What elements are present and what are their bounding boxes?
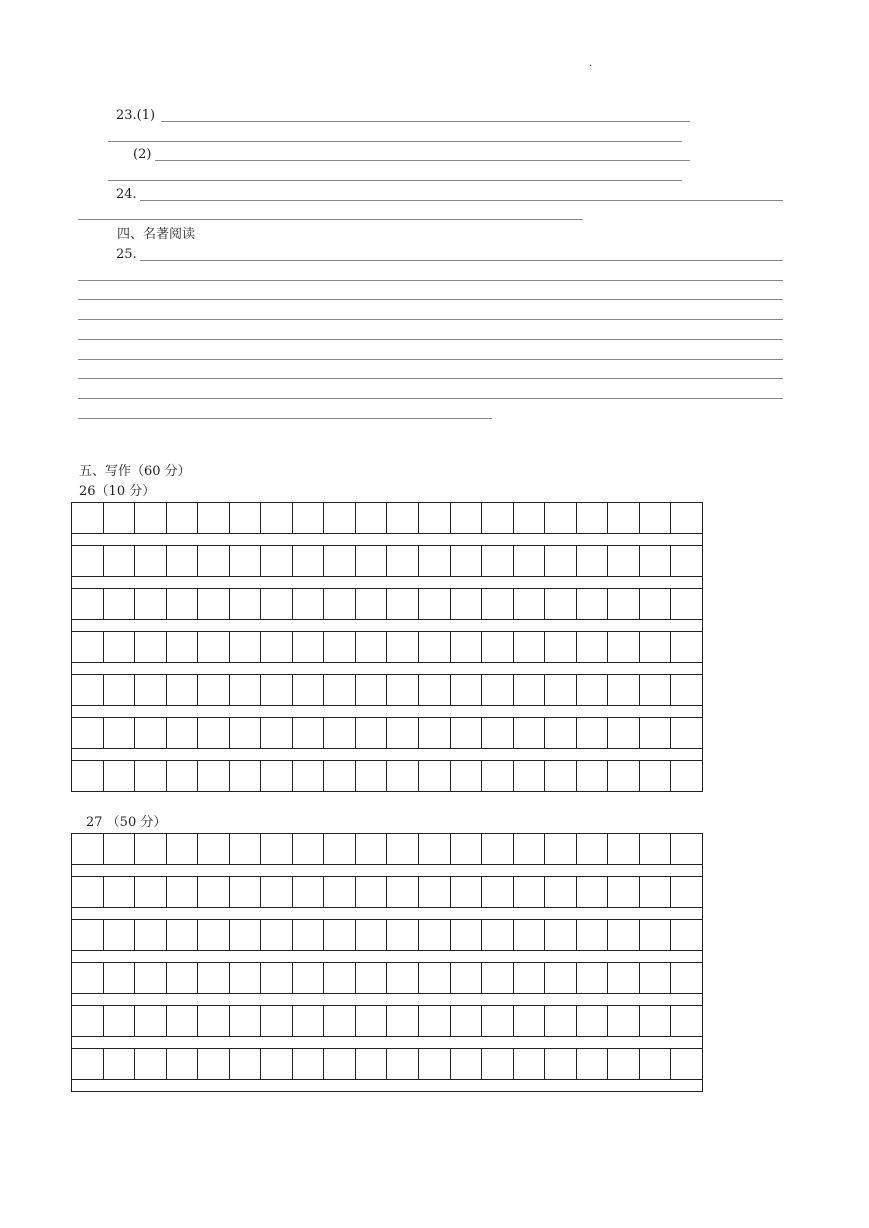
answer-line-25-5[interactable] [78, 339, 783, 340]
grid-cell[interactable] [72, 920, 104, 951]
grid-row-gap [72, 749, 703, 761]
grid-cell[interactable] [356, 503, 388, 534]
grid-cell[interactable] [451, 675, 483, 706]
grid-cell[interactable] [356, 589, 388, 620]
grid-cell[interactable] [577, 761, 609, 792]
grid-cell[interactable] [324, 589, 356, 620]
grid-cell[interactable] [482, 1049, 514, 1080]
grid-cell[interactable] [419, 1006, 451, 1037]
grid-cell[interactable] [419, 877, 451, 908]
grid-cell[interactable] [608, 1006, 640, 1037]
grid-cell[interactable] [640, 761, 672, 792]
grid-cell[interactable] [72, 761, 104, 792]
answer-line-23-2a[interactable] [155, 160, 690, 161]
grid-cell[interactable] [419, 632, 451, 663]
grid-cell[interactable] [671, 1049, 703, 1080]
grid-cell[interactable] [671, 718, 703, 749]
grid-cell[interactable] [135, 834, 167, 865]
grid-cell[interactable] [261, 503, 293, 534]
grid-cell[interactable] [577, 503, 609, 534]
grid-cell[interactable] [545, 1006, 577, 1037]
grid-cell[interactable] [514, 834, 546, 865]
grid-cell[interactable] [387, 589, 419, 620]
grid-cell[interactable] [167, 1049, 199, 1080]
grid-cell[interactable] [104, 675, 136, 706]
grid-cell[interactable] [640, 877, 672, 908]
grid-cell[interactable] [198, 963, 230, 994]
grid-cell[interactable] [261, 589, 293, 620]
grid-cell[interactable] [451, 761, 483, 792]
grid-cell[interactable] [135, 718, 167, 749]
grid-cell[interactable] [482, 503, 514, 534]
grid-cell[interactable] [640, 503, 672, 534]
grid-cell[interactable] [514, 675, 546, 706]
grid-cell[interactable] [293, 963, 325, 994]
grid-cell[interactable] [577, 920, 609, 951]
grid-row-gap [72, 706, 703, 718]
grid-cell[interactable] [387, 963, 419, 994]
grid-cell[interactable] [230, 546, 262, 577]
grid-cell[interactable] [324, 632, 356, 663]
question-27-label: 27 （50 分） [86, 815, 167, 830]
grid-cell[interactable] [640, 632, 672, 663]
grid-cell[interactable] [577, 632, 609, 663]
grid-cell[interactable] [230, 1049, 262, 1080]
grid-cell[interactable] [482, 632, 514, 663]
grid-cell[interactable] [577, 546, 609, 577]
grid-cell[interactable] [356, 834, 388, 865]
grid-cell[interactable] [324, 503, 356, 534]
grid-cell[interactable] [198, 632, 230, 663]
grid-cell[interactable] [72, 963, 104, 994]
grid-cell[interactable] [167, 761, 199, 792]
grid-cell[interactable] [261, 632, 293, 663]
grid-cell[interactable] [135, 632, 167, 663]
answer-line-25-4[interactable] [78, 319, 783, 320]
grid-cell[interactable] [577, 877, 609, 908]
answer-line-23-1a[interactable] [161, 121, 690, 122]
grid-cell[interactable] [167, 546, 199, 577]
grid-cell[interactable] [293, 920, 325, 951]
grid-cell[interactable] [356, 920, 388, 951]
grid-cell[interactable] [324, 1006, 356, 1037]
grid-cell[interactable] [104, 632, 136, 663]
grid-cell[interactable] [135, 920, 167, 951]
grid-cell[interactable] [419, 503, 451, 534]
question-23-2-label: (2) [133, 147, 152, 162]
grid-cell[interactable] [640, 963, 672, 994]
grid-row-gap [72, 1080, 703, 1092]
grid-cell[interactable] [198, 834, 230, 865]
grid-cell[interactable] [167, 718, 199, 749]
grid-cell[interactable] [640, 589, 672, 620]
grid-cell[interactable] [451, 920, 483, 951]
grid-cell[interactable] [482, 963, 514, 994]
grid-cell[interactable] [230, 632, 262, 663]
section-5-title: 五、写作（60 分） [79, 464, 191, 479]
grid-cell[interactable] [482, 834, 514, 865]
grid-cell[interactable] [387, 877, 419, 908]
grid-cell[interactable] [387, 761, 419, 792]
grid-cell[interactable] [671, 761, 703, 792]
grid-cell[interactable] [451, 503, 483, 534]
writing-grid-26[interactable] [71, 502, 703, 792]
grid-cell[interactable] [293, 546, 325, 577]
grid-cell[interactable] [167, 675, 199, 706]
grid-cell[interactable] [198, 877, 230, 908]
grid-cell[interactable] [198, 1006, 230, 1037]
grid-cell[interactable] [135, 589, 167, 620]
grid-cell[interactable] [514, 963, 546, 994]
grid-cell[interactable] [261, 920, 293, 951]
grid-cell[interactable] [514, 877, 546, 908]
grid-cell[interactable] [230, 718, 262, 749]
answer-line-24b[interactable] [78, 219, 583, 220]
grid-cell[interactable] [104, 834, 136, 865]
grid-cell[interactable] [451, 718, 483, 749]
grid-cell[interactable] [577, 589, 609, 620]
grid-cell[interactable] [135, 877, 167, 908]
grid-cell[interactable] [577, 834, 609, 865]
grid-cell[interactable] [419, 963, 451, 994]
question-26-label: 26（10 分） [79, 484, 156, 499]
grid-cell[interactable] [419, 761, 451, 792]
grid-cell[interactable] [356, 546, 388, 577]
grid-row-gap [72, 951, 703, 963]
grid-cell[interactable] [324, 1049, 356, 1080]
grid-cell[interactable] [167, 963, 199, 994]
grid-cell[interactable] [514, 920, 546, 951]
grid-cell[interactable] [356, 761, 388, 792]
grid-cell[interactable] [451, 963, 483, 994]
answer-line-25-8[interactable] [78, 398, 783, 399]
grid-cell[interactable] [545, 834, 577, 865]
grid-cell[interactable] [230, 675, 262, 706]
grid-cell[interactable] [577, 718, 609, 749]
grid-cell[interactable] [671, 963, 703, 994]
section-4-title: 四、名著阅读 [117, 227, 196, 242]
grid-cell[interactable] [104, 963, 136, 994]
grid-cell[interactable] [387, 546, 419, 577]
grid-cell[interactable] [324, 675, 356, 706]
grid-cell[interactable] [324, 761, 356, 792]
grid-row-gap [72, 1037, 703, 1049]
grid-cell[interactable] [451, 834, 483, 865]
grid-cell[interactable] [608, 761, 640, 792]
grid-cell[interactable] [419, 546, 451, 577]
grid-cell[interactable] [608, 675, 640, 706]
grid-cell[interactable] [72, 503, 104, 534]
grid-cell[interactable] [545, 877, 577, 908]
grid-cell[interactable] [608, 632, 640, 663]
grid-cell[interactable] [514, 546, 546, 577]
grid-cell[interactable] [293, 877, 325, 908]
grid-cell[interactable] [514, 718, 546, 749]
grid-cell[interactable] [198, 675, 230, 706]
grid-row-gap [72, 908, 703, 920]
grid-cell[interactable] [324, 877, 356, 908]
question-23-1-label: 23.(1) [116, 108, 156, 123]
grid-cell[interactable] [167, 503, 199, 534]
answer-line-23-2b[interactable] [108, 180, 682, 181]
grid-cell[interactable] [419, 920, 451, 951]
grid-cell[interactable] [608, 718, 640, 749]
grid-cell[interactable] [135, 963, 167, 994]
grid-cell[interactable] [608, 920, 640, 951]
grid-cell[interactable] [671, 589, 703, 620]
writing-grid-27[interactable] [71, 833, 703, 1092]
grid-cell[interactable] [545, 546, 577, 577]
grid-cell[interactable] [640, 675, 672, 706]
grid-cell[interactable] [577, 1006, 609, 1037]
grid-row-gap [72, 865, 703, 877]
grid-cell[interactable] [104, 761, 136, 792]
grid-cell[interactable] [671, 1006, 703, 1037]
grid-row-gap [72, 534, 703, 546]
grid-cell[interactable] [261, 963, 293, 994]
grid-cell[interactable] [104, 718, 136, 749]
grid-cell[interactable] [198, 761, 230, 792]
grid-cell[interactable] [608, 877, 640, 908]
answer-line-25-1[interactable] [140, 260, 783, 261]
grid-cell[interactable] [451, 877, 483, 908]
grid-cell[interactable] [261, 761, 293, 792]
grid-cell[interactable] [482, 761, 514, 792]
grid-cell[interactable] [72, 675, 104, 706]
grid-row-gap [72, 994, 703, 1006]
grid-cell[interactable] [198, 589, 230, 620]
grid-cell[interactable] [324, 963, 356, 994]
grid-cell[interactable] [293, 1006, 325, 1037]
grid-cell[interactable] [72, 546, 104, 577]
grid-cell[interactable] [419, 589, 451, 620]
grid-cell[interactable] [640, 920, 672, 951]
grid-cell[interactable] [482, 675, 514, 706]
grid-cell[interactable] [135, 1006, 167, 1037]
grid-cell[interactable] [230, 920, 262, 951]
grid-cell[interactable] [419, 718, 451, 749]
grid-cell[interactable] [640, 1049, 672, 1080]
grid-cell[interactable] [167, 589, 199, 620]
grid-cell[interactable] [640, 718, 672, 749]
grid-cell[interactable] [482, 546, 514, 577]
grid-cell[interactable] [293, 503, 325, 534]
grid-cell[interactable] [608, 503, 640, 534]
grid-cell[interactable] [261, 718, 293, 749]
grid-cell[interactable] [198, 546, 230, 577]
page-mark: . [589, 58, 593, 69]
grid-cell[interactable] [608, 589, 640, 620]
answer-line-25-2[interactable] [78, 280, 783, 281]
grid-cell[interactable] [135, 503, 167, 534]
grid-cell[interactable] [671, 632, 703, 663]
grid-cell[interactable] [671, 877, 703, 908]
grid-cell[interactable] [167, 920, 199, 951]
grid-cell[interactable] [135, 761, 167, 792]
grid-cell[interactable] [356, 632, 388, 663]
grid-cell[interactable] [482, 718, 514, 749]
answer-line-24a[interactable] [140, 200, 783, 201]
grid-cell[interactable] [387, 632, 419, 663]
grid-cell[interactable] [545, 632, 577, 663]
grid-cell[interactable] [514, 1049, 546, 1080]
grid-cell[interactable] [167, 834, 199, 865]
question-25-label: 25. [116, 247, 137, 262]
grid-cell[interactable] [198, 503, 230, 534]
answer-line-25-7[interactable] [78, 378, 783, 379]
grid-cell[interactable] [608, 1049, 640, 1080]
grid-cell[interactable] [545, 963, 577, 994]
grid-cell[interactable] [293, 632, 325, 663]
grid-cell[interactable] [324, 834, 356, 865]
grid-row-gap [72, 663, 703, 675]
grid-cell[interactable] [104, 1006, 136, 1037]
grid-cell[interactable] [671, 675, 703, 706]
grid-cell[interactable] [482, 589, 514, 620]
grid-cell[interactable] [545, 503, 577, 534]
grid-cell[interactable] [608, 834, 640, 865]
grid-cell[interactable] [167, 1006, 199, 1037]
grid-cell[interactable] [387, 1049, 419, 1080]
grid-cell[interactable] [104, 589, 136, 620]
grid-cell[interactable] [577, 963, 609, 994]
grid-cell[interactable] [230, 589, 262, 620]
answer-line-25-3[interactable] [78, 299, 783, 300]
grid-cell[interactable] [261, 877, 293, 908]
grid-cell[interactable] [671, 920, 703, 951]
answer-line-23-1b[interactable] [108, 141, 682, 142]
grid-cell[interactable] [451, 546, 483, 577]
grid-cell[interactable] [104, 877, 136, 908]
grid-cell[interactable] [451, 632, 483, 663]
grid-cell[interactable] [640, 546, 672, 577]
grid-cell[interactable] [72, 877, 104, 908]
grid-cell[interactable] [230, 877, 262, 908]
grid-cell[interactable] [545, 718, 577, 749]
grid-cell[interactable] [387, 718, 419, 749]
grid-cell[interactable] [482, 877, 514, 908]
grid-cell[interactable] [387, 675, 419, 706]
grid-cell[interactable] [261, 834, 293, 865]
grid-cell[interactable] [451, 589, 483, 620]
grid-cell[interactable] [261, 546, 293, 577]
grid-cell[interactable] [104, 546, 136, 577]
grid-cell[interactable] [293, 718, 325, 749]
grid-cell[interactable] [198, 920, 230, 951]
grid-cell[interactable] [198, 718, 230, 749]
grid-cell[interactable] [261, 1006, 293, 1037]
grid-cell[interactable] [356, 1006, 388, 1037]
grid-cell[interactable] [514, 632, 546, 663]
grid-cell[interactable] [514, 1006, 546, 1037]
grid-cell[interactable] [419, 834, 451, 865]
grid-cell[interactable] [514, 503, 546, 534]
grid-cell[interactable] [167, 632, 199, 663]
grid-row-gap [72, 577, 703, 589]
grid-cell[interactable] [356, 718, 388, 749]
grid-cell[interactable] [135, 675, 167, 706]
grid-cell[interactable] [198, 1049, 230, 1080]
grid-cell[interactable] [104, 503, 136, 534]
grid-cell[interactable] [230, 963, 262, 994]
grid-cell[interactable] [293, 761, 325, 792]
grid-cell[interactable] [451, 1049, 483, 1080]
grid-cell[interactable] [608, 546, 640, 577]
grid-cell[interactable] [72, 1006, 104, 1037]
grid-cell[interactable] [514, 761, 546, 792]
grid-cell[interactable] [230, 503, 262, 534]
grid-cell[interactable] [545, 761, 577, 792]
grid-cell[interactable] [451, 1006, 483, 1037]
grid-cell[interactable] [324, 718, 356, 749]
grid-cell[interactable] [230, 761, 262, 792]
grid-cell[interactable] [419, 675, 451, 706]
answer-line-25-6[interactable] [78, 359, 783, 360]
grid-cell[interactable] [545, 675, 577, 706]
grid-cell[interactable] [387, 1006, 419, 1037]
grid-cell[interactable] [104, 920, 136, 951]
grid-cell[interactable] [671, 834, 703, 865]
question-24-label: 24. [116, 187, 137, 202]
grid-cell[interactable] [261, 675, 293, 706]
grid-cell[interactable] [356, 675, 388, 706]
grid-cell[interactable] [671, 503, 703, 534]
grid-cell[interactable] [167, 877, 199, 908]
grid-cell[interactable] [72, 589, 104, 620]
grid-cell[interactable] [545, 589, 577, 620]
grid-cell[interactable] [72, 718, 104, 749]
grid-cell[interactable] [72, 834, 104, 865]
grid-cell[interactable] [356, 877, 388, 908]
grid-cell[interactable] [324, 546, 356, 577]
grid-cell[interactable] [671, 546, 703, 577]
grid-cell[interactable] [577, 1049, 609, 1080]
grid-cell[interactable] [387, 503, 419, 534]
grid-cell[interactable] [72, 632, 104, 663]
grid-cell[interactable] [293, 1049, 325, 1080]
grid-cell[interactable] [545, 920, 577, 951]
grid-cell[interactable] [135, 1049, 167, 1080]
grid-cell[interactable] [135, 546, 167, 577]
grid-cell[interactable] [293, 675, 325, 706]
grid-cell[interactable] [640, 834, 672, 865]
grid-cell[interactable] [261, 1049, 293, 1080]
grid-cell[interactable] [230, 834, 262, 865]
grid-cell[interactable] [577, 675, 609, 706]
grid-cell[interactable] [545, 1049, 577, 1080]
grid-cell[interactable] [324, 920, 356, 951]
grid-cell[interactable] [230, 1006, 262, 1037]
grid-cell[interactable] [419, 1049, 451, 1080]
answer-line-25-9[interactable] [78, 418, 492, 419]
grid-cell[interactable] [608, 963, 640, 994]
grid-cell[interactable] [482, 920, 514, 951]
grid-cell[interactable] [72, 1049, 104, 1080]
grid-cell[interactable] [104, 1049, 136, 1080]
grid-cell[interactable] [293, 589, 325, 620]
grid-cell[interactable] [514, 589, 546, 620]
grid-cell[interactable] [387, 834, 419, 865]
grid-cell[interactable] [482, 1006, 514, 1037]
grid-cell[interactable] [387, 920, 419, 951]
grid-row-gap [72, 620, 703, 632]
grid-cell[interactable] [356, 963, 388, 994]
grid-cell[interactable] [356, 1049, 388, 1080]
grid-cell[interactable] [293, 834, 325, 865]
grid-cell[interactable] [640, 1006, 672, 1037]
